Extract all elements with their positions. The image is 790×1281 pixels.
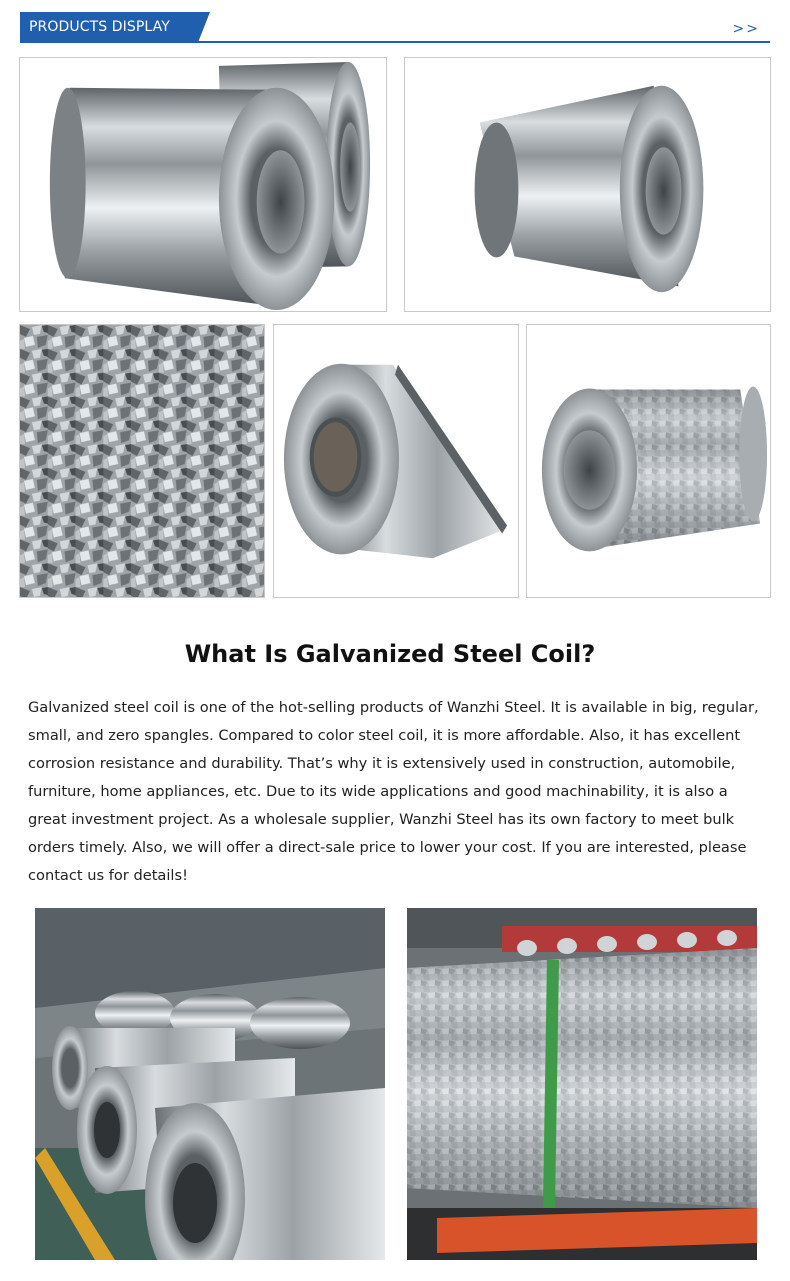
product-photo-coil-side	[526, 324, 771, 598]
more-link[interactable]: >>	[732, 21, 760, 37]
section-header	[20, 12, 770, 43]
product-photo-coil-single	[404, 57, 771, 312]
article-body: Galvanized steel coil is one of the hot-selling products of Wanzhi Steel. It is available in big, regular, small, and zero spangles. Compared to color steel coil, it is more affordable. Also, it has excellent corrosion resistance and durability. That’s why it is extensively used in construction, automobile, furniture, home appliances, etc. Due to its wide applications and good machinability, it is also a great investment project. As a wholesale supplier, Wanzhi Steel has its own factory to meet bulk orders timely. Also, we will offer a direct-sale price to lower your cost. If you are interested, please contact us for details!	[28, 699, 759, 884]
section-divider	[20, 41, 770, 43]
product-photo-coil-unrolled	[273, 324, 519, 598]
article-heading: What Is Galvanized Steel Coil?	[184, 640, 596, 668]
product-photo-spangle-texture	[19, 324, 265, 598]
coil-closeup-photo	[407, 908, 757, 1260]
section-title: PRODUCTS DISPLAY	[29, 19, 170, 35]
warehouse-coils-photo	[35, 908, 385, 1260]
product-photo-coil-pair	[19, 57, 387, 312]
